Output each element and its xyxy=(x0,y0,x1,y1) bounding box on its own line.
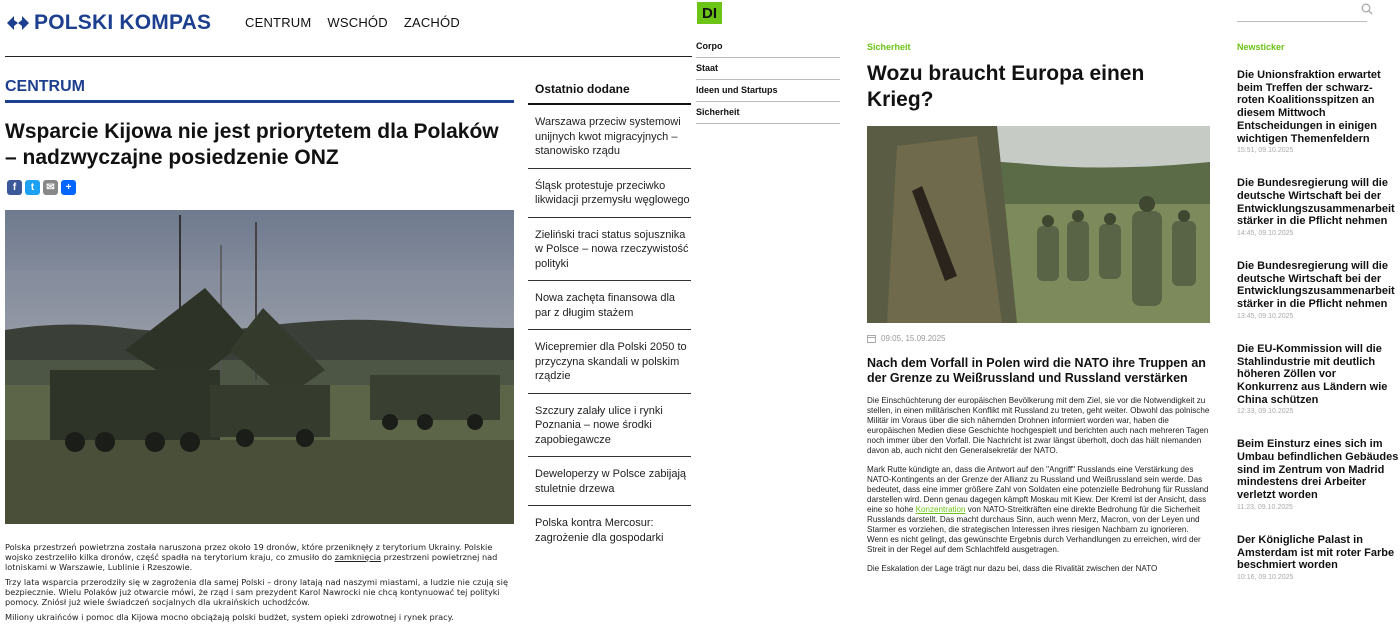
main-nav xyxy=(245,15,460,30)
share-bar xyxy=(7,180,76,195)
article-lead: Nach dem Vorfall in Polen wird die NATO ihre Truppen an der Grenze zu Weißrussland und Russland verstärken xyxy=(867,356,1206,385)
news-item[interactable] xyxy=(1237,177,1400,237)
news-item[interactable] xyxy=(1237,438,1400,511)
news-time: 11:23, 09.10.2025 xyxy=(1237,503,1293,511)
article-image xyxy=(5,210,514,524)
article-paragraph: Die Einschüchterung der europäischen Bevölkerung mit dem Ziel, sie vor die Notwendigkeit zu stellen, in einen militärischen Konflikt mit Russland zu treten, geht weiter. Obwohl das polnische Militär im Voraus über die sich nähernden Drohnen informiert worden war, haben die europäischen Medien diese Geschichte hochgespielt und berichten auch nach mehreren Tagen noch immer über den Vorfall. Die Nachricht ist zwar längst überholt, doch das hält niemanden davon ab, auch nicht den Generalsekretär der NATO. xyxy=(867,396,1210,455)
news-headline[interactable]: Die Unionsfraktion erwartet beim Treffen der schwarz-roten Koalitionsspitzen an diesem Mittwoch Entscheidungen in einigen wichtigen Themenfeldern xyxy=(1237,69,1381,145)
inline-link[interactable]: zamknięcia xyxy=(334,552,382,562)
article-paragraph: Miliony ukraińców i pomoc dla Kijowa mocno obciążają polski budżet, system opieki zdrowotnej i rynek pracy. xyxy=(5,612,454,622)
di-logo[interactable]: DI xyxy=(697,2,722,24)
sidebar-item[interactable]: Szczury zalały ulice i rynki Poznania – nowe środki zapobiegawcze xyxy=(528,394,691,458)
newsticker-title: Newsticker xyxy=(1237,42,1285,52)
site-name: POLSKI KOMPAS xyxy=(34,11,212,34)
article-paragraph: Polska przestrzeń powietrzna została naruszona przez około 19 dronów, które przeniknęły z terytorium Ukrainy. Polskie wojsko zestrzeliło kilka dronów, część spadła na terytorium kraju, co zmusiło do zamknięcia przestrzeni powietrznej nad lotniskami w Warszawie, Lublinie i Rzeszowie. xyxy=(5,542,498,572)
di-category-nav xyxy=(696,36,840,124)
sidebar-item[interactable]: Polska kontra Mercosur: zagrożenie dla gospodarki xyxy=(535,517,664,544)
article-paragraph: Mark Rutte kündigte an, dass die Antwort auf den "Angriff" Russlands eine Verstärkung des NATO-Kontingents an der Grenze der Allianz zu Russland und Weißrussland sein werde. Das bedeutet, dass eine immer größere Zahl von Soldaten eine potenzielle Bedrohung für Russland darstellen wird. Denn genau dagegen kämpft Moskau mit Kiew. Der Kreml ist der Ansicht, dass eine so hohe Konzentration von NATO-Streitkräften eine direkte Bedrohung für die Sicherheit Russlands darstellt. Das macht durchaus Sinn, auch wenn Merz, Macron, von der Leyen und Starmer es vorziehen, die strategischen Interessen ihres riesigen Nachbarn zu ignorieren. Wenn es nicht gelingt, das gewünschte Ergebnis durch Verhandlungen zu erreichen, wird der Streit in der Regel auf dem Schlachtfeld ausgetragen. xyxy=(867,465,1209,554)
news-headline[interactable]: Die Bundesregierung will die deutsche Wirtschaft bei der Entwicklungszusammenarbeit stärker in die Pflicht nehmen xyxy=(1237,177,1395,228)
section-heading xyxy=(5,78,514,103)
article-title: Wozu braucht Europa einen Krieg? xyxy=(867,62,1145,111)
di-page xyxy=(692,0,1400,635)
news-item[interactable] xyxy=(1237,69,1400,154)
sidebar-item[interactable]: Warszawa przeciw systemowi unijnych kwot migracyjnych – stanowisko rządu xyxy=(528,105,691,169)
search-icon[interactable] xyxy=(1361,3,1373,15)
compass-logo-icon xyxy=(5,14,31,32)
news-headline[interactable]: Beim Einsturz eines sich im Umbau befindlichen Gebäudes sind im Zentrum von Madrid mindestens drei Arbeiter verletzt worden xyxy=(1237,438,1399,502)
article-paragraph: Trzy lata wsparcia przerodziły się w zagrożenia dla samej Polski – drony latają nad naszymi miastami, a ludzie nie czują się bezpiecznie. Wielu Polaków już otwarcie mówi, że rząd i sam prezydent Karol Nawrocki nie chcą kontynuować tej polityki pomocy. Zniósł już wiele świadczeń socjalnych dla ukraińskich uchodźców. xyxy=(5,577,508,607)
site-logo[interactable] xyxy=(5,8,211,38)
calendar-icon xyxy=(867,334,876,343)
newsticker xyxy=(1237,42,1400,604)
share-plus-icon[interactable]: + xyxy=(61,180,76,195)
news-headline[interactable]: Der Königliche Palast in Amsterdam ist mit roter Farbe beschmiert worden xyxy=(1237,533,1395,572)
sidebar-item[interactable]: Deweloperzy w Polsce zabijają stuletnie drzewa xyxy=(528,457,691,506)
email-icon[interactable]: ✉ xyxy=(43,180,58,195)
nav-zachod[interactable]: ZACHÓD xyxy=(403,15,460,30)
news-item[interactable] xyxy=(1237,534,1400,581)
news-time: 15:51, 09.10.2025 xyxy=(1237,147,1294,155)
news-headline[interactable]: Die Bundesregierung will die deutsche Wirtschaft bei der Entwicklungszusammenarbeit stärker in die Pflicht nehmen xyxy=(1237,260,1395,311)
news-item[interactable] xyxy=(1237,343,1400,416)
nav-sicherheit[interactable]: Sicherheit xyxy=(696,102,840,124)
article-body xyxy=(867,396,1210,583)
polski-kompas-page xyxy=(0,0,692,635)
di-article xyxy=(867,42,1210,573)
nav-corpo[interactable]: Corpo xyxy=(696,36,840,58)
sidebar-item[interactable]: Nowa zachęta finansowa dla par z długim stażem xyxy=(528,281,691,330)
article-paragraph: Die Eskalation der Lage trägt nur dazu bei, dass die Rivalität zwischen der NATO xyxy=(867,564,1158,573)
nav-wschod[interactable]: WSCHÓD xyxy=(327,15,388,30)
recent-sidebar xyxy=(528,78,691,554)
header-divider xyxy=(5,56,692,57)
news-time: 14:45, 09.10.2025 xyxy=(1237,230,1294,238)
inline-link[interactable]: Konzentration xyxy=(915,505,966,514)
news-time: 13:45, 09.10.2025 xyxy=(1237,312,1294,320)
news-item[interactable] xyxy=(1237,260,1400,320)
sidebar-title: Ostatnio dodane xyxy=(528,78,691,105)
news-time: 12:33, 09.10.2025 xyxy=(1237,408,1294,416)
nav-staat[interactable]: Staat xyxy=(696,58,840,80)
nav-centrum[interactable]: CENTRUM xyxy=(245,15,312,30)
search-input[interactable] xyxy=(1237,2,1367,22)
facebook-icon[interactable]: f xyxy=(7,180,22,195)
section-title[interactable]: CENTRUM xyxy=(5,78,514,103)
news-time: 10:16, 09.10.2025 xyxy=(1237,573,1294,581)
twitter-icon[interactable]: t xyxy=(25,180,40,195)
article-title: Wsparcie Kijowa nie jest priorytetem dla Polaków – nadzwyczajne posiedzenie ONZ xyxy=(5,120,499,169)
article-image xyxy=(867,126,1210,323)
sidebar-item[interactable]: Śląsk protestuje przeciwko likwidacji przemysłu węglowego xyxy=(528,169,691,218)
nav-ideen-und-startups[interactable]: Ideen und Startups xyxy=(696,80,840,102)
sidebar-item[interactable]: Zieliński traci status sojusznika w Polsce – nowa rzeczywistość polityki xyxy=(528,218,691,282)
sidebar-item[interactable]: Wicepremier dla Polski 2050 to przyczyna skandali w polskim rządzie xyxy=(528,330,691,394)
article-category[interactable]: Sicherheit xyxy=(867,42,911,52)
article-date: 09:05, 15.09.2025 xyxy=(867,334,946,343)
article-body xyxy=(5,542,515,627)
news-headline[interactable]: Die EU-Kommission will die Stahlindustrie mit deutlich höheren Zöllen vor Konkurrenz aus Ländern wie China schützen xyxy=(1237,342,1388,406)
